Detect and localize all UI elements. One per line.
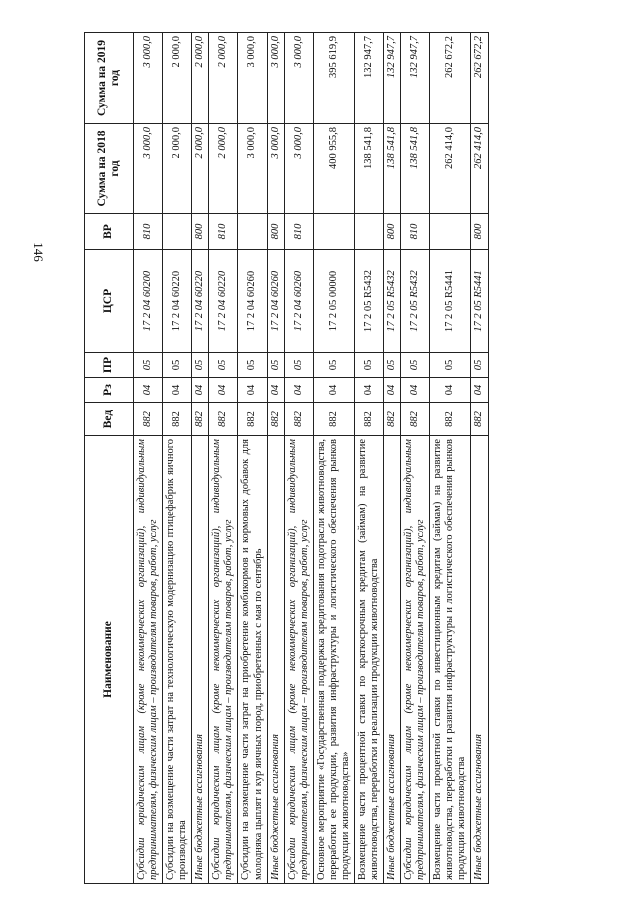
cell-pr: 05 — [471, 353, 488, 378]
cell-sum-2019: 262 672,2 — [471, 33, 488, 124]
cell-csr: 17 2 04 60260 — [284, 250, 313, 353]
cell-pr: 05 — [267, 353, 284, 378]
cell-name: Возмещение части процентной ставки по инвестиционным кредитам (займам) на развитие животноводства, переработки и развития инфраструктуры и логистического обеспечения рынков продукции животноводства — [430, 436, 471, 884]
cell-rz: 04 — [284, 378, 313, 403]
cell-sum-2019: 132 947,7 — [401, 33, 430, 124]
cell-sum-2019: 3 000,0 — [267, 33, 284, 124]
cell-pr: 05 — [134, 353, 163, 378]
table-header-row — [85, 33, 134, 884]
cell-sum-2019: 262 672,2 — [430, 33, 471, 124]
cell-sum-2018: 3 000,0 — [134, 124, 163, 214]
cell-ved: 882 — [163, 403, 192, 436]
cell-name: Субсидии юридическим лицам (кроме некоммерческих организаций), индивидуальным предпринимателям, физическим лицам – производителям товаров, работ, услуг — [401, 436, 430, 884]
table-row — [313, 33, 354, 884]
cell-ved: 882 — [238, 403, 267, 436]
cell-vr: 800 — [384, 214, 401, 250]
cell-sum-2018: 2 000,0 — [163, 124, 192, 214]
cell-rz: 04 — [134, 378, 163, 403]
cell-vr: 810 — [401, 214, 430, 250]
cell-csr: 17 2 04 60260 — [267, 250, 284, 353]
cell-ved: 882 — [401, 403, 430, 436]
cell-sum-2018: 2 000,0 — [209, 124, 238, 214]
cell-ved: 882 — [313, 403, 354, 436]
cell-csr: 17 2 05 00000 — [313, 250, 354, 353]
table-row — [401, 33, 430, 884]
cell-name: Иные бюджетные ассигнования — [192, 436, 209, 884]
cell-sum-2019: 3 000,0 — [284, 33, 313, 124]
cell-sum-2019: 2 000,0 — [163, 33, 192, 124]
cell-vr — [313, 214, 354, 250]
cell-ved: 882 — [354, 403, 383, 436]
cell-ved: 882 — [209, 403, 238, 436]
cell-rz: 04 — [163, 378, 192, 403]
cell-pr: 05 — [354, 353, 383, 378]
cell-vr: 800 — [192, 214, 209, 250]
cell-vr: 810 — [209, 214, 238, 250]
header-vr: ВР — [85, 214, 134, 250]
cell-vr: 810 — [284, 214, 313, 250]
cell-sum-2018: 138 541,8 — [384, 124, 401, 214]
cell-ved: 882 — [284, 403, 313, 436]
cell-csr: 17 2 05 R5432 — [384, 250, 401, 353]
table-row — [430, 33, 471, 884]
header-rz: Рз — [85, 378, 134, 403]
cell-pr: 05 — [384, 353, 401, 378]
cell-ved: 882 — [192, 403, 209, 436]
header-sum-2018: Сумма на 2018 год — [85, 124, 134, 214]
cell-sum-2018: 3 000,0 — [284, 124, 313, 214]
cell-pr: 05 — [401, 353, 430, 378]
cell-sum-2019: 132 947,7 — [384, 33, 401, 124]
cell-sum-2018: 138 541,8 — [354, 124, 383, 214]
cell-csr: 17 2 05 R5441 — [430, 250, 471, 353]
cell-vr: 800 — [267, 214, 284, 250]
cell-rz: 04 — [192, 378, 209, 403]
cell-rz: 04 — [430, 378, 471, 403]
cell-csr: 17 2 04 60260 — [238, 250, 267, 353]
cell-name: Иные бюджетные ассигнования — [267, 436, 284, 884]
cell-sum-2019: 2 000,0 — [192, 33, 209, 124]
budget-table — [84, 32, 489, 884]
cell-pr: 05 — [192, 353, 209, 378]
cell-sum-2018: 400 955,8 — [313, 124, 354, 214]
cell-csr: 17 2 04 60220 — [209, 250, 238, 353]
cell-rz: 04 — [209, 378, 238, 403]
cell-name: Субсидии на возмещение части затрат на приобретение комбикормов и кормовых добавок для молодняка цыплят и кур яичных пород, приобретенных с мая по сентябрь — [238, 436, 267, 884]
table-row — [471, 33, 488, 884]
cell-csr: 17 2 04 60220 — [163, 250, 192, 353]
cell-vr — [238, 214, 267, 250]
page-number: 146 — [30, 242, 46, 262]
table-row — [192, 33, 209, 884]
table-row — [134, 33, 163, 884]
cell-name: Субсидии юридическим лицам (кроме некоммерческих организаций), индивидуальным предпринимателям, физическим лицам – производителям товаров, работ, услуг — [209, 436, 238, 884]
header-csr: ЦСР — [85, 250, 134, 353]
cell-pr: 05 — [284, 353, 313, 378]
cell-rz: 04 — [401, 378, 430, 403]
table-row — [238, 33, 267, 884]
cell-sum-2018: 262 414,0 — [430, 124, 471, 214]
cell-name: Субсидии юридическим лицам (кроме некоммерческих организаций), индивидуальным предпринимателям, физическим лицам – производителям товаров, работ, услуг — [134, 436, 163, 884]
cell-vr — [163, 214, 192, 250]
header-sum-2019: Сумма на 2019 год — [85, 33, 134, 124]
cell-pr: 05 — [430, 353, 471, 378]
cell-rz: 04 — [267, 378, 284, 403]
cell-name: Возмещение части процентной ставки по краткосрочным кредитам (займам) на развитие животноводства, переработки и реализации продукции животноводства — [354, 436, 383, 884]
cell-vr: 810 — [134, 214, 163, 250]
cell-ved: 882 — [134, 403, 163, 436]
table-row — [209, 33, 238, 884]
header-ved: Вед — [85, 403, 134, 436]
cell-pr: 05 — [209, 353, 238, 378]
cell-csr: 17 2 05 R5432 — [401, 250, 430, 353]
cell-pr: 05 — [238, 353, 267, 378]
cell-sum-2018: 138 541,8 — [401, 124, 430, 214]
cell-rz: 04 — [238, 378, 267, 403]
cell-rz: 04 — [384, 378, 401, 403]
cell-vr: 800 — [471, 214, 488, 250]
cell-sum-2019: 3 000,0 — [134, 33, 163, 124]
cell-sum-2019: 132 947,7 — [354, 33, 383, 124]
cell-name: Субсидии юридическим лицам (кроме некоммерческих организаций), индивидуальным предпринимателям, физическим лицам – производителям товаров, работ, услуг — [284, 436, 313, 884]
cell-csr: 17 2 04 60200 — [134, 250, 163, 353]
cell-ved: 882 — [267, 403, 284, 436]
table-row — [267, 33, 284, 884]
cell-name: Субсидии на возмещение части затрат на технологическую модернизацию птицефабрик яичного производства — [163, 436, 192, 884]
cell-csr: 17 2 04 60220 — [192, 250, 209, 353]
cell-csr: 17 2 05 R5441 — [471, 250, 488, 353]
cell-ved: 882 — [471, 403, 488, 436]
cell-sum-2019: 2 000,0 — [209, 33, 238, 124]
cell-name: Иные бюджетные ассигнования — [471, 436, 488, 884]
table-row — [384, 33, 401, 884]
cell-ved: 882 — [430, 403, 471, 436]
cell-sum-2019: 395 619,9 — [313, 33, 354, 124]
table-row — [284, 33, 313, 884]
cell-name: Основное мероприятие «Государственная поддержка кредитования подотрасли животноводства, переработки ее продукции, развития инфраструктуры и логистического обеспечения рынков продукции животноводства» — [313, 436, 354, 884]
table-row — [354, 33, 383, 884]
cell-sum-2019: 3 000,0 — [238, 33, 267, 124]
cell-pr: 05 — [163, 353, 192, 378]
cell-sum-2018: 3 000,0 — [267, 124, 284, 214]
cell-sum-2018: 262 414,0 — [471, 124, 488, 214]
header-name: Наименование — [85, 436, 134, 884]
cell-vr — [430, 214, 471, 250]
header-pr: ПР — [85, 353, 134, 378]
cell-csr: 17 2 05 R5432 — [354, 250, 383, 353]
cell-pr: 05 — [313, 353, 354, 378]
cell-rz: 04 — [471, 378, 488, 403]
cell-ved: 882 — [384, 403, 401, 436]
rotated-page — [84, 33, 582, 884]
cell-sum-2018: 2 000,0 — [192, 124, 209, 214]
table-row — [163, 33, 192, 884]
cell-sum-2018: 3 000,0 — [238, 124, 267, 214]
cell-rz: 04 — [354, 378, 383, 403]
cell-rz: 04 — [313, 378, 354, 403]
cell-name: Иные бюджетные ассигнования — [384, 436, 401, 884]
cell-vr — [354, 214, 383, 250]
